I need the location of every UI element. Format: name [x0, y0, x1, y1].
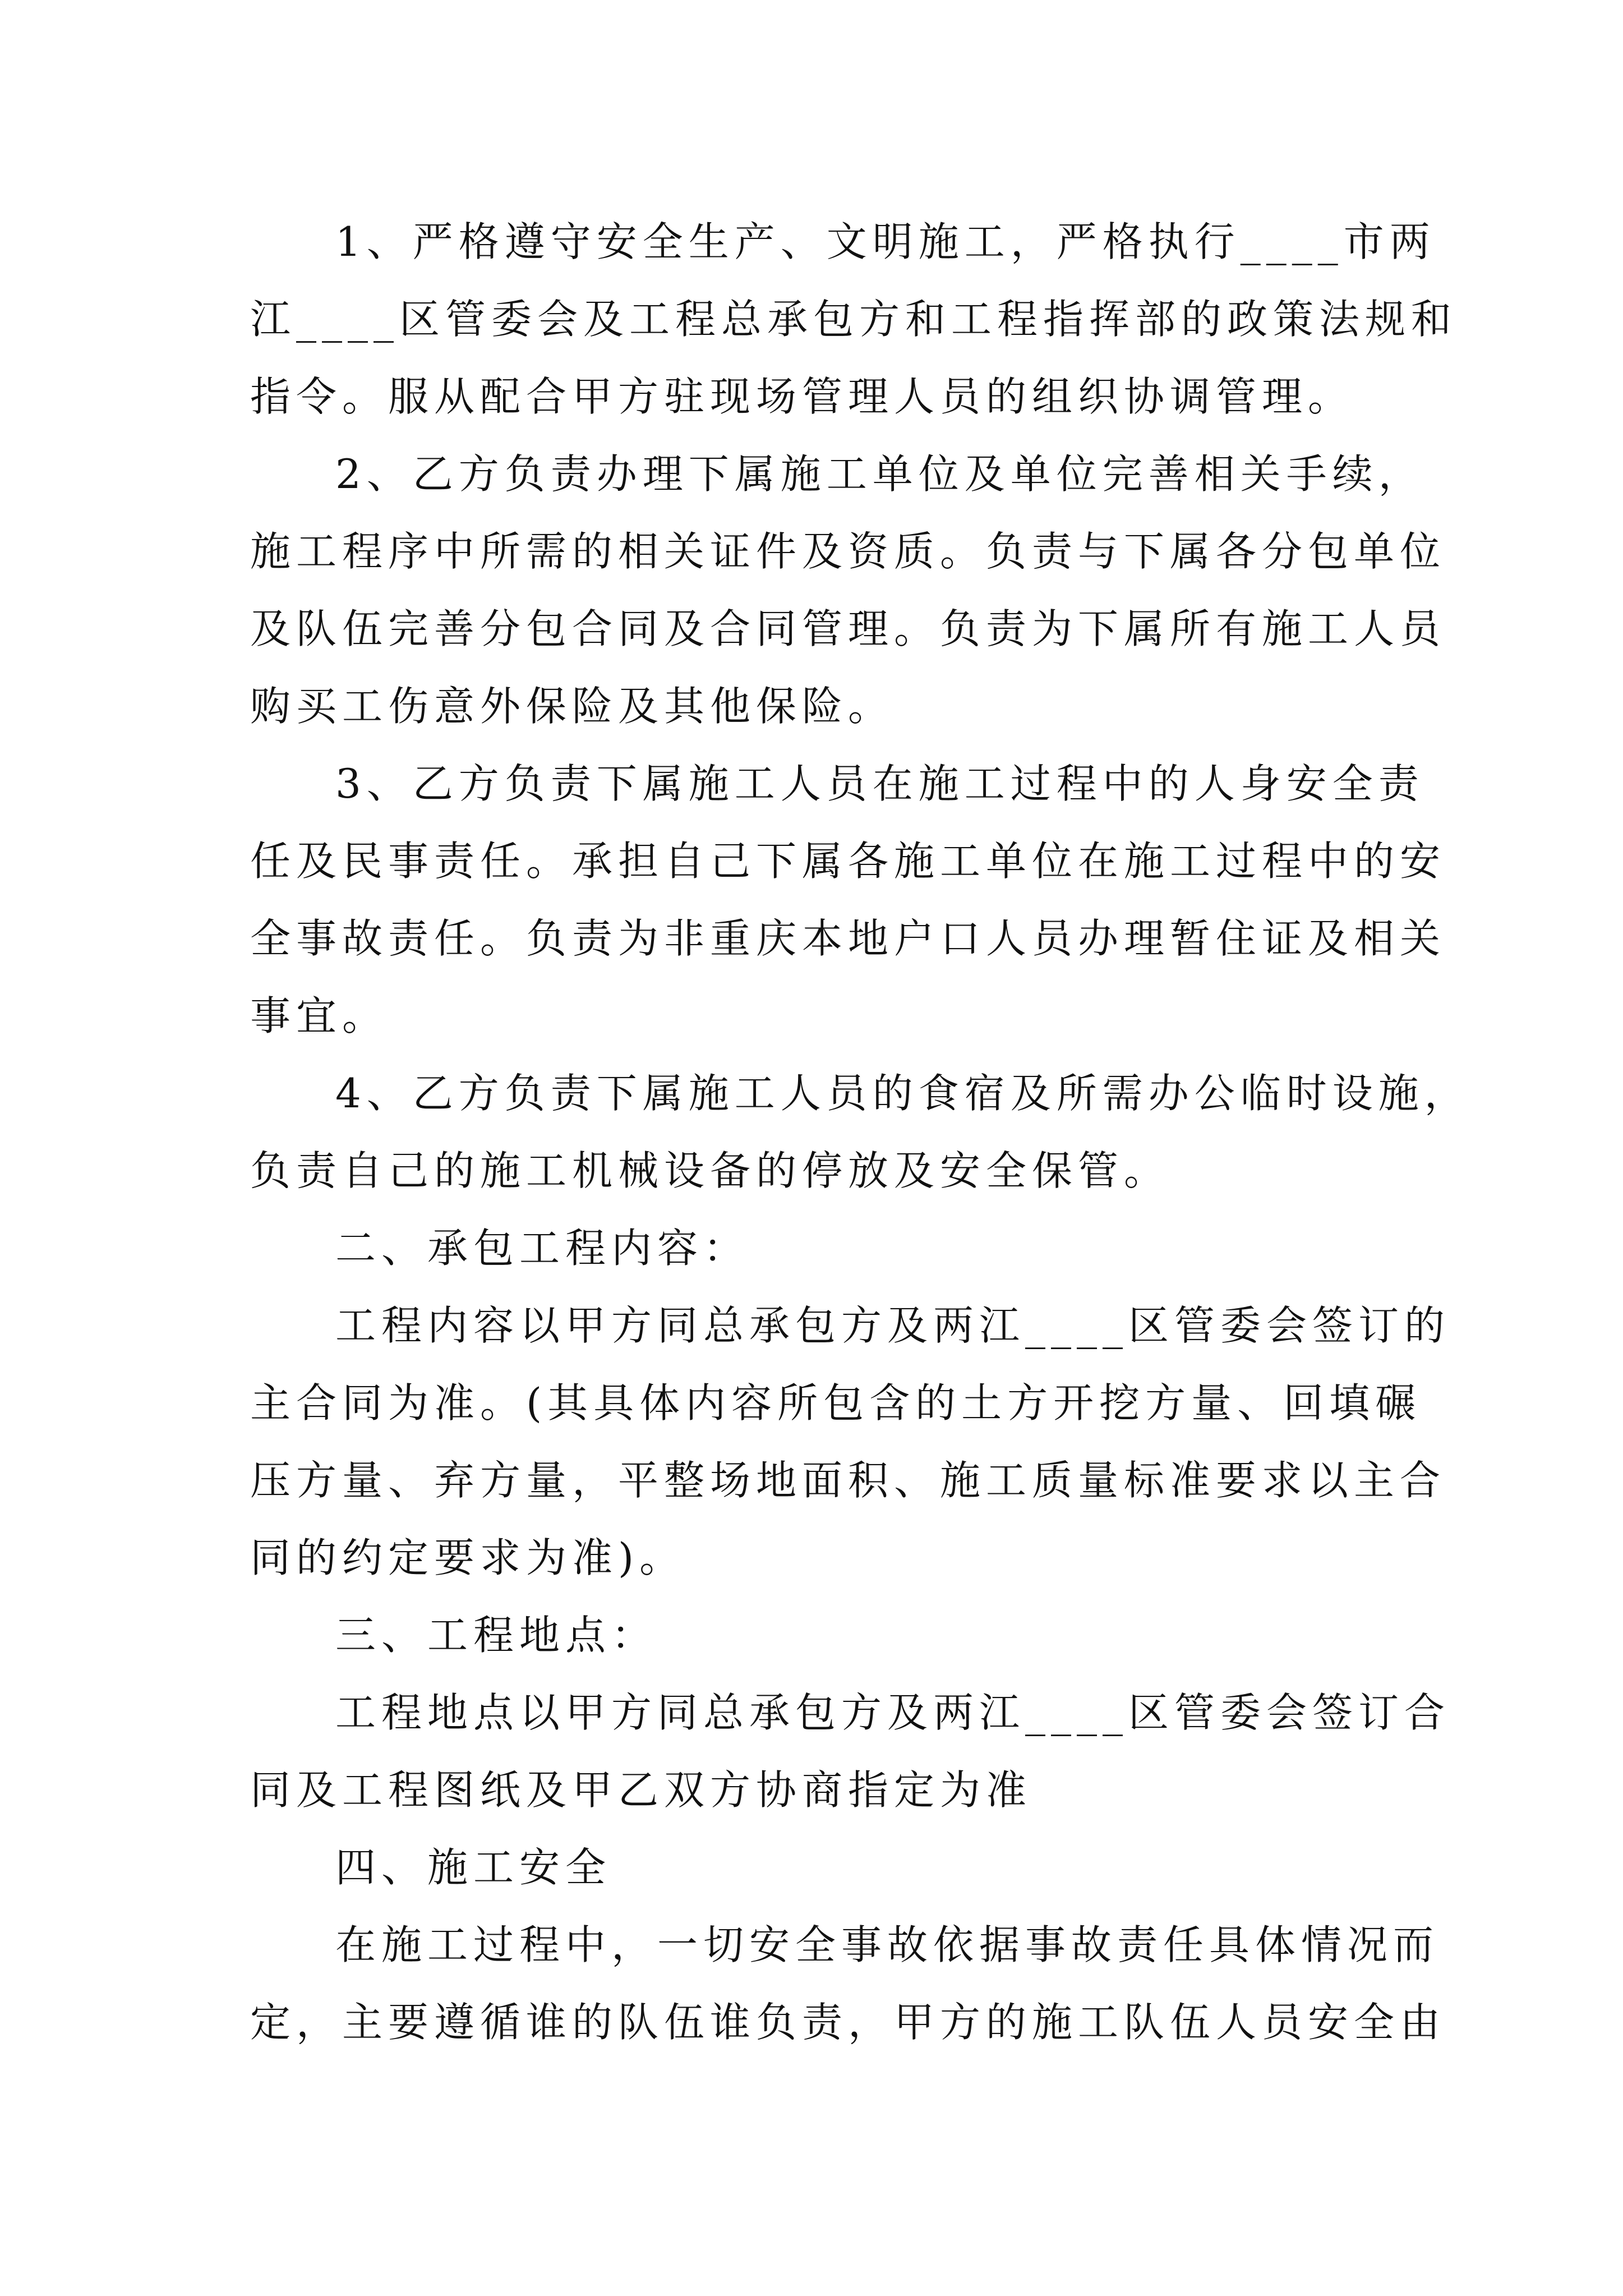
section-2-line-3: 压方量、弃方量，平整场地面积、施工质量标准要求以主合 [250, 1457, 1446, 1504]
section-2-heading: 二、承包工程内容： [335, 1225, 750, 1272]
clause-3-line-2: 任及民事责任。承担自己下属各施工单位在施工过程中的安 [250, 838, 1446, 885]
clause-1-line-3: 指令。服从配合甲方驻现场管理人员的组织协调管理。 [250, 373, 1354, 420]
clause-3-line-1: 3、乙方负责下属施工人员在施工过程中的人身安全责 [335, 760, 1424, 807]
clause-2-line-4: 购买工伤意外保险及其他保险。 [250, 683, 895, 730]
clause-3-line-4: 事宜。 [250, 992, 389, 1039]
clause-2-line-2: 施工程序中所需的相关证件及资质。负责与下属各分包单位 [250, 528, 1446, 575]
section-2-line-1: 工程内容以甲方同总承包方及两江____区管委会签订的 [335, 1302, 1451, 1349]
section-3-line-2: 同及工程图纸及甲乙双方协商指定为准 [250, 1766, 1032, 1814]
section-3-line-1: 工程地点以甲方同总承包方及两江____区管委会签订合 [335, 1689, 1451, 1736]
clause-3-line-3: 全事故责任。负责为非重庆本地户口人员办理暂住证及相关 [250, 915, 1446, 962]
section-2-line-2: 主合同为准。(其具体内容所包含的土方开挖方量、回填碾 [250, 1379, 1422, 1427]
section-3-heading: 三、工程地点： [335, 1612, 658, 1659]
clause-2-line-1: 2、乙方负责办理下属施工单位及单位完善相关手续， [335, 450, 1424, 498]
document-body [250, 203, 1470, 2061]
section-4-heading: 四、施工安全 [335, 1844, 612, 1891]
clause-1-line-2: 江____区管委会及工程总承包方和工程指挥部的政策法规和 [250, 296, 1458, 343]
clause-4-line-2: 负责自己的施工机械设备的停放及安全保管。 [250, 1147, 1170, 1194]
section-4-line-2: 定，主要遵循谁的队伍谁负责，甲方的施工队伍人员安全由 [250, 1999, 1446, 2046]
clause-2-line-3: 及队伍完善分包合同及合同管理。负责为下属所有施工人员 [250, 605, 1446, 652]
section-2-line-4: 同的约定要求为准)。 [250, 1534, 686, 1581]
section-4-line-1: 在施工过程中，一切安全事故依据事故责任具体情况而 [335, 1921, 1440, 1968]
clause-4-line-1: 4、乙方负责下属施工人员的食宿及所需办公临时设施， [335, 1070, 1470, 1117]
clause-1-line-1: 1、严格遵守安全生产、文明施工，严格执行____市两 [335, 218, 1436, 265]
